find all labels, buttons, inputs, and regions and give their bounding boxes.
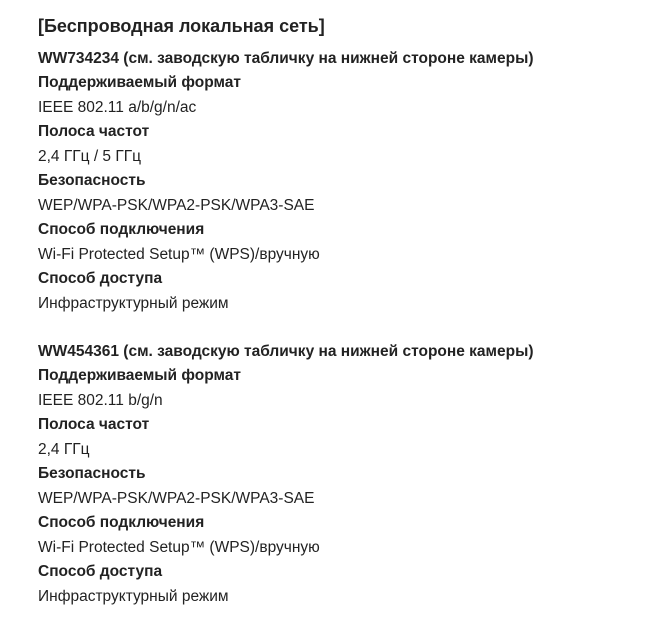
model-heading: WW454361 (см. заводскую табличку на нижней стороне камеры) [38, 343, 534, 360]
spec-value-security: WEP/WPA-PSK/WPA2-PSK/WPA3-SAE [38, 490, 315, 507]
spec-label-security: Безопасность [38, 172, 146, 189]
spec-value-band: 2,4 ГГц / 5 ГГц [38, 148, 142, 165]
spec-label-access: Способ доступа [38, 563, 163, 580]
spec-value-access: Инфраструктурный режим [38, 295, 229, 312]
spec-label-connection: Способ подключения [38, 221, 205, 238]
spec-value-format: IEEE 802.11 a/b/g/n/ac [38, 99, 197, 116]
spec-label-band: Полоса частот [38, 123, 150, 140]
spec-value-connection: Wi-Fi Protected Setup™ (WPS)/вручную [38, 539, 320, 556]
spec-value-band: 2,4 ГГц [38, 441, 90, 458]
spec-label-format: Поддерживаемый формат [38, 367, 241, 384]
spec-label-band: Полоса частот [38, 416, 150, 433]
spec-value-access: Инфраструктурный режим [38, 588, 229, 605]
spec-label-format: Поддерживаемый формат [38, 74, 241, 91]
spec-value-connection: Wi-Fi Protected Setup™ (WPS)/вручную [38, 246, 320, 263]
model-block-ww454361 [38, 340, 658, 609]
section-title: [Беспроводная локальная сеть] [38, 16, 325, 36]
spec-label-security: Безопасность [38, 465, 146, 482]
spec-value-security: WEP/WPA-PSK/WPA2-PSK/WPA3-SAE [38, 197, 315, 214]
model-block-ww734234 [38, 47, 658, 316]
spec-label-access: Способ доступа [38, 270, 163, 287]
model-heading: WW734234 (см. заводскую табличку на нижней стороне камеры) [38, 50, 534, 67]
spec-value-format: IEEE 802.11 b/g/n [38, 392, 163, 409]
spec-label-connection: Способ подключения [38, 514, 205, 531]
